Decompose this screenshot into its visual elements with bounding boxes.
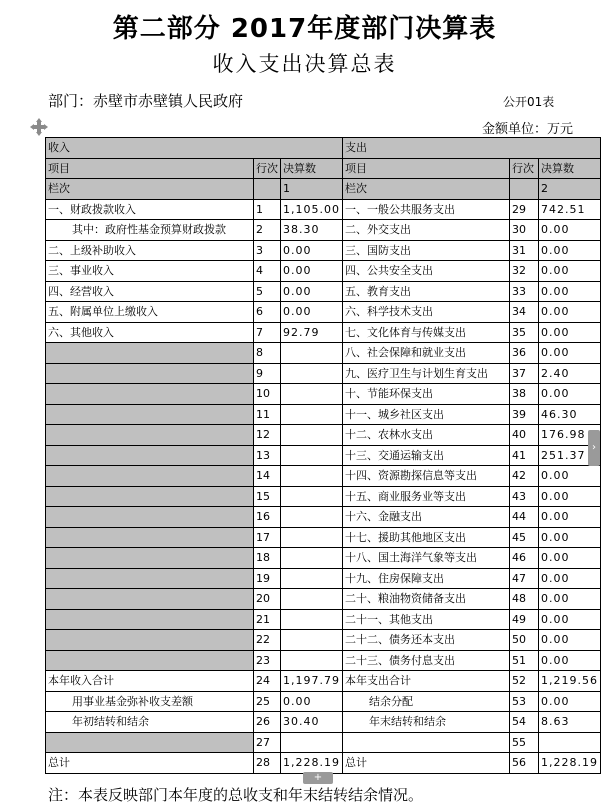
expense-amount: 1,219.56 <box>538 671 600 692</box>
income-item: 四、经营收入 <box>46 281 254 302</box>
income-row-number: 25 <box>254 691 281 712</box>
expense-item: 二十三、债务付息支出 <box>342 650 509 671</box>
expense-item: 六、科学技术支出 <box>342 302 509 323</box>
income-row-number: 7 <box>254 322 281 343</box>
budget-table <box>45 137 601 774</box>
expense-amount: 0.00 <box>538 589 600 610</box>
expense-item: 本年支出合计 <box>342 671 509 692</box>
expense-row-number: 52 <box>509 671 538 692</box>
income-amount: 38.30 <box>281 220 343 241</box>
expense-item: 十三、交通运输支出 <box>342 445 509 466</box>
expense-row-number: 43 <box>509 486 538 507</box>
table-row <box>46 261 601 282</box>
income-item <box>46 445 254 466</box>
income-amount <box>281 343 343 364</box>
income-item: 总计 <box>46 753 254 774</box>
income-row-number: 14 <box>254 466 281 487</box>
income-amount: 0.00 <box>281 302 343 323</box>
table-row <box>46 404 601 425</box>
table-row <box>46 691 601 712</box>
income-row-number: 12 <box>254 425 281 446</box>
table-row <box>46 199 601 220</box>
table-row <box>46 589 601 610</box>
expense-item: 八、社会保障和就业支出 <box>342 343 509 364</box>
income-item: 三、事业收入 <box>46 261 254 282</box>
income-item: 其中：政府性基金预算财政拨款 <box>46 220 254 241</box>
income-row-number: 27 <box>254 732 281 753</box>
expense-amount: 0.00 <box>538 322 600 343</box>
table-row <box>46 384 601 405</box>
income-row-number: 1 <box>254 199 281 220</box>
expense-amount: 0.00 <box>538 691 600 712</box>
expense-row-number: 53 <box>509 691 538 712</box>
income-item <box>46 650 254 671</box>
table-row <box>46 671 601 692</box>
expense-item: 十、节能环保支出 <box>342 384 509 405</box>
col-income-item: 项目 <box>46 158 254 179</box>
income-amount <box>281 445 343 466</box>
expense-amount: 8.63 <box>538 712 600 733</box>
table-row <box>46 363 601 384</box>
expense-item: 十五、商业服务业等支出 <box>342 486 509 507</box>
table-row <box>46 650 601 671</box>
expense-item: 三、国防支出 <box>342 240 509 261</box>
expense-row-number: 33 <box>509 281 538 302</box>
expense-amount: 742.51 <box>538 199 600 220</box>
expense-item <box>342 732 509 753</box>
blank-cell <box>509 179 538 200</box>
income-row-number: 21 <box>254 609 281 630</box>
expense-amount: 0.00 <box>538 630 600 651</box>
income-amount <box>281 589 343 610</box>
income-item <box>46 363 254 384</box>
income-item <box>46 527 254 548</box>
expense-item: 四、公共安全支出 <box>342 261 509 282</box>
income-col-number: 1 <box>281 179 343 200</box>
table-row <box>46 445 601 466</box>
expense-row-number: 35 <box>509 322 538 343</box>
income-amount <box>281 384 343 405</box>
blank-cell <box>254 179 281 200</box>
column-header-row <box>46 158 601 179</box>
page-title: 第二部分 2017年度部门决算表 <box>112 14 497 44</box>
income-item <box>46 630 254 651</box>
expense-amount: 0.00 <box>538 302 600 323</box>
expense-item: 总计 <box>342 753 509 774</box>
table-row <box>46 712 601 733</box>
expense-amount: 0.00 <box>538 486 600 507</box>
expense-amount: 1,228.19 <box>538 753 600 774</box>
income-item: 本年收入合计 <box>46 671 254 692</box>
move-handle-icon[interactable] <box>30 118 48 136</box>
income-header: 收入 <box>46 138 343 159</box>
expense-row-number: 41 <box>509 445 538 466</box>
income-row-number: 20 <box>254 589 281 610</box>
expense-amount: 0.00 <box>538 609 600 630</box>
expense-amount: 0.00 <box>538 343 600 364</box>
income-row-number: 3 <box>254 240 281 261</box>
expense-item: 十一、城乡社区支出 <box>342 404 509 425</box>
expense-amount: 0.00 <box>538 466 600 487</box>
expense-row-number: 42 <box>509 466 538 487</box>
table-header-row <box>46 138 601 159</box>
expense-item: 十七、援助其他地区支出 <box>342 527 509 548</box>
income-item <box>46 507 254 528</box>
income-row-number: 5 <box>254 281 281 302</box>
col-expense-row: 行次 <box>509 158 538 179</box>
table-row <box>46 302 601 323</box>
expense-row-number: 36 <box>509 343 538 364</box>
income-row-number: 16 <box>254 507 281 528</box>
table-row <box>46 425 601 446</box>
income-row-number: 8 <box>254 343 281 364</box>
expense-row-number: 46 <box>509 548 538 569</box>
table-row <box>46 753 601 774</box>
expense-item: 二十二、债务还本支出 <box>342 630 509 651</box>
expense-amount: 0.00 <box>538 384 600 405</box>
expense-row-number: 29 <box>509 199 538 220</box>
income-amount <box>281 568 343 589</box>
income-row-number: 13 <box>254 445 281 466</box>
income-amount: 0.00 <box>281 261 343 282</box>
income-amount: 1,228.19 <box>281 753 343 774</box>
table-row <box>46 548 601 569</box>
footnote: 注：本表反映部门本年度的总收支和年末结转结余情况。 <box>48 786 424 804</box>
expense-amount: 0.00 <box>538 261 600 282</box>
income-row-number: 15 <box>254 486 281 507</box>
side-tab-icon[interactable]: › <box>588 430 600 466</box>
income-row-number: 6 <box>254 302 281 323</box>
expense-row-number: 56 <box>509 753 538 774</box>
income-item: 年初结转和结余 <box>46 712 254 733</box>
form-number: 公开01表 <box>503 95 555 109</box>
table-row <box>46 343 601 364</box>
table-row <box>46 630 601 651</box>
expense-item: 结余分配 <box>342 691 509 712</box>
expense-row-number: 40 <box>509 425 538 446</box>
income-amount <box>281 527 343 548</box>
expense-row-number: 45 <box>509 527 538 548</box>
col-expense-item: 项目 <box>342 158 509 179</box>
expense-row-number: 39 <box>509 404 538 425</box>
income-item <box>46 568 254 589</box>
income-row-number: 4 <box>254 261 281 282</box>
expense-row-number: 32 <box>509 261 538 282</box>
income-row-number: 24 <box>254 671 281 692</box>
expense-row-number: 50 <box>509 630 538 651</box>
income-amount: 0.00 <box>281 281 343 302</box>
table-row <box>46 732 601 753</box>
income-amount <box>281 548 343 569</box>
table-row <box>46 220 601 241</box>
income-row-number: 11 <box>254 404 281 425</box>
income-amount <box>281 507 343 528</box>
expense-col-number: 2 <box>538 179 600 200</box>
expense-row-number: 54 <box>509 712 538 733</box>
table-row <box>46 240 601 261</box>
expense-item: 七、文化体育与传媒支出 <box>342 322 509 343</box>
expense-row-number: 48 <box>509 589 538 610</box>
income-item <box>46 404 254 425</box>
income-item <box>46 548 254 569</box>
income-item <box>46 609 254 630</box>
income-amount: 30.40 <box>281 712 343 733</box>
expense-amount: 0.00 <box>538 527 600 548</box>
expense-item: 十二、农林水支出 <box>342 425 509 446</box>
table-row <box>46 281 601 302</box>
income-amount: 92.79 <box>281 322 343 343</box>
income-amount <box>281 650 343 671</box>
bottom-tab-icon[interactable]: + <box>303 772 333 784</box>
row-label-income: 栏次 <box>46 179 254 200</box>
column-number-row <box>46 179 601 200</box>
income-amount <box>281 466 343 487</box>
table-row <box>46 568 601 589</box>
expense-item: 九、医疗卫生与计划生育支出 <box>342 363 509 384</box>
expense-amount: 2.40 <box>538 363 600 384</box>
expense-amount <box>538 732 600 753</box>
row-label-expense: 栏次 <box>342 179 509 200</box>
income-amount <box>281 609 343 630</box>
expense-item: 十九、住房保障支出 <box>342 568 509 589</box>
expense-row-number: 38 <box>509 384 538 405</box>
income-row-number: 10 <box>254 384 281 405</box>
table-row <box>46 527 601 548</box>
expense-row-number: 31 <box>509 240 538 261</box>
expense-row-number: 34 <box>509 302 538 323</box>
expense-amount: 46.30 <box>538 404 600 425</box>
income-item <box>46 589 254 610</box>
expense-amount: 0.00 <box>538 240 600 261</box>
amount-unit: 金额单位：万元 <box>482 122 574 137</box>
expense-header: 支出 <box>342 138 600 159</box>
table-row <box>46 466 601 487</box>
income-row-number: 23 <box>254 650 281 671</box>
expense-item: 年末结转和结余 <box>342 712 509 733</box>
income-item <box>46 384 254 405</box>
table-row <box>46 507 601 528</box>
expense-amount: 0.00 <box>538 548 600 569</box>
income-item: 六、其他收入 <box>46 322 254 343</box>
income-amount <box>281 486 343 507</box>
expense-item: 一、一般公共服务支出 <box>342 199 509 220</box>
income-amount <box>281 630 343 651</box>
income-row-number: 2 <box>254 220 281 241</box>
income-item: 五、附属单位上缴收入 <box>46 302 254 323</box>
expense-item: 二十一、其他支出 <box>342 609 509 630</box>
income-row-number: 18 <box>254 548 281 569</box>
income-row-number: 22 <box>254 630 281 651</box>
income-item <box>46 425 254 446</box>
expense-item: 二十、粮油物资储备支出 <box>342 589 509 610</box>
income-item <box>46 732 254 753</box>
income-item <box>46 466 254 487</box>
income-row-number: 26 <box>254 712 281 733</box>
expense-row-number: 30 <box>509 220 538 241</box>
income-item <box>46 486 254 507</box>
col-expense-amount: 决算数 <box>538 158 600 179</box>
col-income-row: 行次 <box>254 158 281 179</box>
expense-row-number: 51 <box>509 650 538 671</box>
income-row-number: 17 <box>254 527 281 548</box>
table-row <box>46 486 601 507</box>
expense-amount: 0.00 <box>538 568 600 589</box>
income-row-number: 28 <box>254 753 281 774</box>
expense-row-number: 55 <box>509 732 538 753</box>
expense-item: 十八、国土海洋气象等支出 <box>342 548 509 569</box>
income-amount: 1,197.79 <box>281 671 343 692</box>
income-amount: 1,105.00 <box>281 199 343 220</box>
income-amount <box>281 363 343 384</box>
income-row-number: 9 <box>254 363 281 384</box>
expense-item: 二、外交支出 <box>342 220 509 241</box>
table-row <box>46 609 601 630</box>
expense-amount: 251.37 <box>538 445 600 466</box>
income-amount <box>281 404 343 425</box>
department-label: 部门：赤壁市赤壁镇人民政府 <box>48 92 244 110</box>
expense-amount: 0.00 <box>538 507 600 528</box>
col-income-amount: 决算数 <box>281 158 343 179</box>
income-amount: 0.00 <box>281 240 343 261</box>
expense-amount: 176.98 <box>538 425 600 446</box>
income-item: 一、财政拨款收入 <box>46 199 254 220</box>
expense-item: 十四、资源勘探信息等支出 <box>342 466 509 487</box>
page-subtitle: 收入支出决算总表 <box>212 52 397 76</box>
income-row-number: 19 <box>254 568 281 589</box>
expense-item: 十六、金融支出 <box>342 507 509 528</box>
expense-amount: 0.00 <box>538 650 600 671</box>
expense-amount: 0.00 <box>538 220 600 241</box>
expense-row-number: 37 <box>509 363 538 384</box>
expense-item: 五、教育支出 <box>342 281 509 302</box>
income-item: 用事业基金弥补收支差额 <box>46 691 254 712</box>
expense-row-number: 44 <box>509 507 538 528</box>
income-amount <box>281 732 343 753</box>
income-amount: 0.00 <box>281 691 343 712</box>
expense-row-number: 49 <box>509 609 538 630</box>
expense-amount: 0.00 <box>538 281 600 302</box>
expense-row-number: 47 <box>509 568 538 589</box>
table-row <box>46 322 601 343</box>
income-amount <box>281 425 343 446</box>
income-item: 二、上级补助收入 <box>46 240 254 261</box>
income-item <box>46 343 254 364</box>
